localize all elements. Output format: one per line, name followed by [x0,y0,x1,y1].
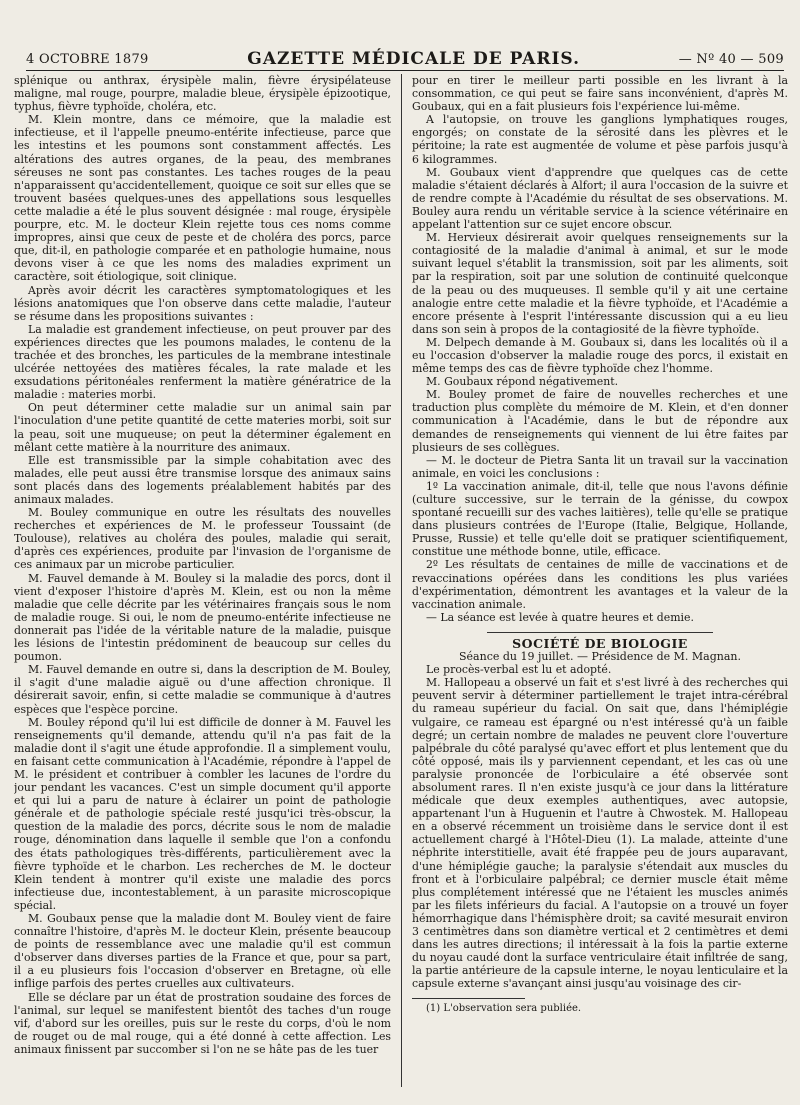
section-divider [487,632,713,633]
paragraph: — M. le docteur de Pietra Santa lit un travail sur la vaccination animale, en voici les conclusions : [412,453,788,480]
paragraph: M. Bouley communique en outre les résultats des nouvelles recherches et expériences de M. le professeur Toussaint (de Toulouse), relatives au choléra des poules, maladie qui serait, d'après ces expériences, produite par l'invasion de l'organisme de ces animaux par un microbe particulier. [14,506,391,572]
paragraph: M. Goubaux pense que la maladie dont M. Bouley vient de faire connaître l'histoire, d'après M. le docteur Klein, présente beaucoup de points de ressemblance avec une maladie qu'il est commun d'observer dans diverses parties de la France et que, pour sa part, il a eu plusieurs fois l'occasion d'observer en Bretagne, où elle inflige parfois des pertes cruelles aux cultivateurs. [14,912,391,991]
paragraph: M. Hallopeau a observé un fait et s'est livré à des recherches qui peuvent servir à déterminer partiellement le trajet intra-cérébral du rameau supérieur du facial. On sait que, dans l'hémiplégie vulgaire, ce rameau est épargné ou n'est intéressé qu'à un faible degré; un certain nombre de malades ne peuvent clore l'ouverture palpébrale du côté paralysé qu'avec effort et plus lentement que du côté opposé, mais ils y parviennent cependant, et les cas où une paralysie prononcée de l'orbiculaire a été observée sont absolument rares. Il n'en existe jusqu'à ce jour dans la littérature médicale que deux exemples authentiques, avec autopsie, appartenant l'un à Huguenin et l'autre à Chwostek. M. Hallopeau en a observé récemment un troisième dans le service dont il est actuellement chargé à l'Hôtel-Dieu (1). La malade, atteinte d'une néphrite interstitielle, avait été frappée peu de jours auparavant, d'une hémiplégie gauche; la paralysie s'étendait aux muscles du front et à l'orbiculaire palpébral; ce dernier muscle était même plus complétement intéressé que ne l'étaient les muscles animés par les filets inférieurs du facial. A l'autopsie on a trouvé un foyer hémorrhagique dans l'hémisphère droit; sa cavité mesurait environ 3 centimètres dans son diamètre vertical et 2 centimètres et demi dans les autres directions; il intéressait à la fois la partie externe du noyau caudé dont la surface ventriculaire était infiltrée de sang, la partie antérieure de la capsule interne, le noyau lenticulaire et la capsule externe s'avançant ainsi jusqu'au voisinage des cir- [412,676,788,991]
seance-line: Séance du 19 juillet. — Présidence de M. Magnan. [459,650,741,664]
paragraph: M. Hervieux désirerait avoir quelques renseignements sur la contagiosité de la maladie d'animal à animal, et sur le mode suivant lequel s'établit la transmission, soit par les aliments, soit par la respiration, soit par une solution de continuité quelconque de la peau ou des muqueuses. Il semble qu'il y ait une certaine analogie entre cette maladie et la fièvre typhoïde, et l'Académie a encore présente à l'esprit l'intéressante discussion qui a eu lieu dans son sein à propos de la contagiosité de la fièvre typhoïde. [412,231,788,336]
paragraph: Elle se déclare par un état de prostration soudaine des forces de l'animal, sur lequel se manifestent bientôt des taches d'un rouge vif, d'abord sur les oreilles, puis sur le reste du corps, d'où le nom de rouget ou de mal rouge, qui a été donné à cette affection. Les animaux finissent par succomber si l'on ne se hâte pas de les tuer [14,990,391,1056]
footnote: (1) L'observation sera publiée. [426,1003,582,1015]
journal-title: GAZETTE MÉDICALE DE PARIS. [247,49,580,69]
paragraph: — La séance est levée à quatre heures et demie. [426,610,694,624]
paragraph: M. Bouley répond qu'il lui est difficile de donner à M. Fauvel les renseignements qu'il demande, attendu qu'il n'a pas fait de la maladie dont il s'agit une étude approfondie. Il a simplement voulu, en faisant cette communication à l'Académie, répondre à l'appel de M. le président et contribuer à combler les lacunes de l'ordre du jour pendant les vacances. C'est un simple document qu'il apporte et qui lui a paru de nature à éclairer un point de pathologie générale et de pathologie spéciale resté jusqu'ici très-obscur, la question de la maladie des porcs, décrite sous le nom de maladie rouge, dénomination dans laquelle il semble que l'on a confondu des états pathologiques très-différents, particulièrement avec la fièvre typhoïde et le charbon. Les recherches de M. le docteur Klein tendent à montrer qu'il existe une maladie des porcs infectieuse due, incontestablement, à un parasite microscopique spécial. [14,715,391,912]
paragraph: M. Bouley promet de faire de nouvelles recherches et une traduction plus complète du mémoire de M. Klein, et d'en donner communication à l'Académie, dans le but de répondre aux demandes de renseignements qui viennent de lui être faites par plusieurs de ses collègues. [412,388,788,454]
right-column [401,74,788,1087]
paragraph: M. Klein montre, dans ce mémoire, que la maladie est infectieuse, et il l'appelle pneumo-entérite infectieuse, parce que les intestins et les poumons sont constamment affectés. Les altérations des autres organes, de la peau, des membranes séreuses ne sont pas constantes. Les taches rouges de la peau n'apparaissent qu'accidentellement, quoique ce soit sur elles que se trouvent basées quelques-unes des appellations sous lesquelles cette maladie a été le plus souvent désignée : mal rouge, érysipèle pourpre, etc. M. le docteur Klein rejette tous ces noms comme impropres, ainsi que ceux de peste et de choléra des porcs, parce que, dit-il, en pathologie comparée et en pathologie humaine, nous devons viser à ce que les noms des maladies expriment un caractère, soit étiologique, soit clinique. [14,113,391,284]
paragraph: Elle est transmissible par la simple cohabitation avec des malades, elle peut aussi être transmise lorsque des animaux sains sont placés dans des logements préalablement habités par des animaux malades. [14,453,391,506]
paragraph: M. Fauvel demande en outre si, dans la description de M. Bouley, il s'agit d'une maladie aiguë ou d'une affection chronique. Il désirerait savoir, enfin, si cette maladie se communique à d'autres espèces que l'espèce porcine. [14,663,391,716]
paragraph: Le procès-verbal est lu et adopté. [426,663,612,677]
left-column [14,74,401,1087]
running-head [26,48,784,71]
paragraph: 2º Les résultats de centaines de mille de vaccinations et de revaccinations opérées dans les conditions les plus variées d'expérimentation, démontrent les avantages et la valeur de la vaccination animale. [412,558,788,611]
paragraph: M. Fauvel demande à M. Bouley si la maladie des porcs, dont il vient d'exposer l'histoire d'après M. Klein, est ou non la même maladie que celle décrite par les vétérinaires français sous le nom de maladie rouge. Si oui, le nom de pneumo-entérite infectieuse ne donnerait pas l'idée de la véritable nature de la maladie, puisque les lésions de l'intestin prédominent de beaucoup sur celles du poumon. [14,571,391,664]
paragraph: splénique ou anthrax, érysipèle malin, fièvre érysipélateuse maligne, mal rouge, pourpre, maladie bleue, érysipèle épizootique, typhus, fièvre typhoïde, choléra, etc. [14,74,391,114]
paragraph: Après avoir décrit les caractères symptomatologiques et les lésions anatomiques que l'on observe dans cette maladie, l'auteur se résume dans les propositions suivantes : [14,283,391,323]
issue-date: 4 OCTOBRE 1879 [26,51,149,67]
paragraph: La maladie est grandement infectieuse, on peut prouver par des expériences directes que les poumons malades, le contenu de la trachée et des bronches, les particules de la membrane intestinale ulcérée nettoyées des matières fécales, la rate malade et les exsudations péritonéales renferment la matière génératrice de la maladie : materies morbi. [14,322,391,402]
footnote-divider [412,998,525,999]
paragraph: 1º La vaccination animale, dit-il, telle que nous l'avons définie (culture successive, sur le terrain de la génisse, du cowpox spontané recueilli sur des vaches laitières), telle qu'elle se pratique dans plusieurs contrées de l'Europe (Italie, Belgique, Hollande, Prusse, Russie) et telle qu'elle doit se pratiquer scientifiquement, constitue une méthode bonne, utile, efficace. [412,479,788,559]
paragraph: M. Goubaux répond négativement. [426,375,619,389]
paragraph: M. Goubaux vient d'apprendre que quelques cas de cette maladie s'étaient déclarés à Alfort; il aura l'occasion de la suivre et de rendre compte à l'Académie du résultat de ses observations. M. Bouley aura rendu un véritable service à la science vétérinaire en appelant l'attention sur ce sujet encore obscur. [412,165,788,232]
paragraph: pour en tirer le meilleur parti possible en les livrant à la consommation, ce qui peut se faire sans inconvénient, d'après M. Goubaux, qui en a fait plusieurs fois l'expérience lui-même. [412,74,788,114]
paragraph: M. Delpech demande à M. Goubaux si, dans les localités où il a eu l'occasion d'observer la maladie rouge des porcs, il existait en même temps des cas de fièvre typhoïde chez l'homme. [412,335,788,376]
paragraph: On peut déterminer cette maladie sur un animal sain par l'inoculation d'une petite quantité de cette materies morbi, soit sur la peau, soit une muqueuse; on peut la déterminer également en mêlant cette matière à la nourriture des animaux. [14,401,391,454]
text-columns [14,74,788,1087]
section-title: SOCIÉTÉ DE BIOLOGIE [512,635,688,651]
paragraph: A l'autopsie, on trouve les ganglions lymphatiques rouges, engorgés; on constate de la sérosité dans les plèvres et le péritoine; la rate est augmentée de volume et pèse parfois jusqu'à 6 kilogrammes. [412,113,788,166]
issue-page-number: — Nº 40 — 509 [678,51,784,67]
